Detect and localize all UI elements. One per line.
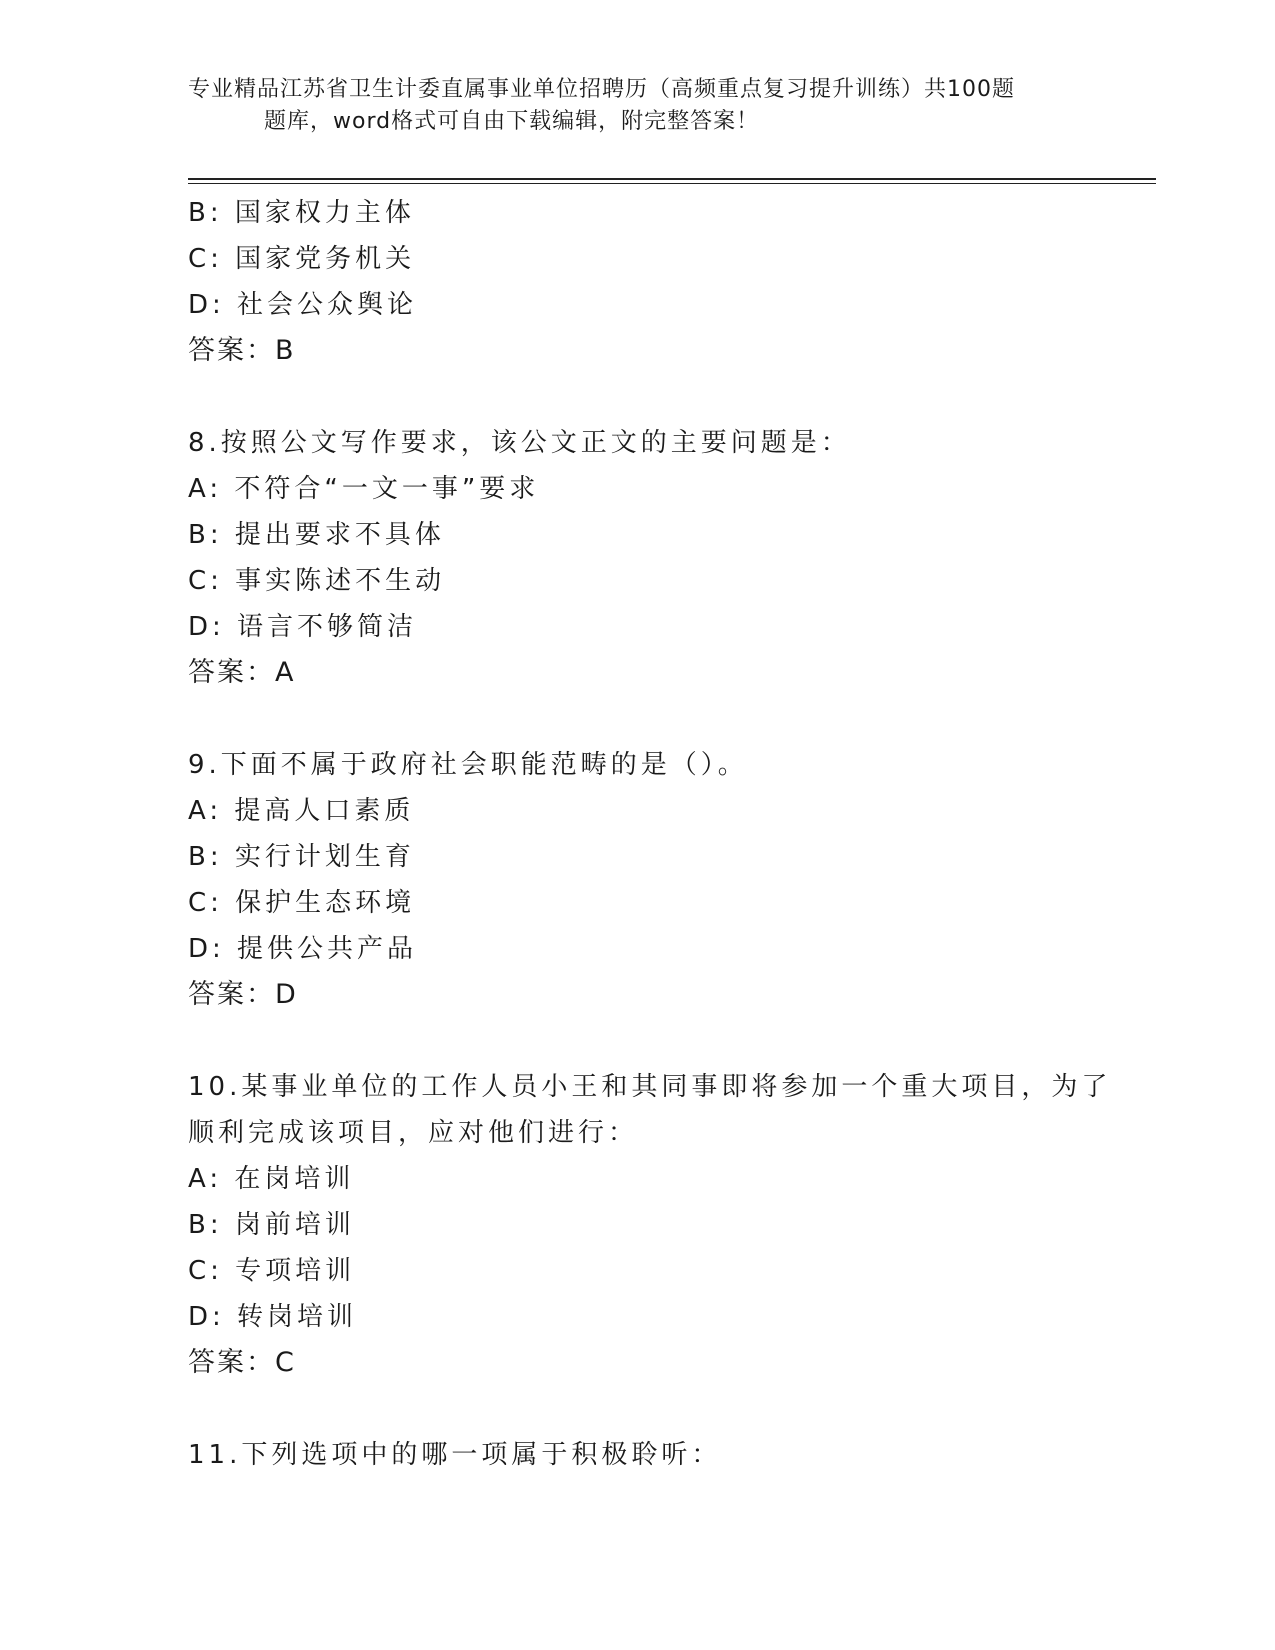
option-b: B: 岗前培训 (188, 1210, 355, 1240)
question-text-line2: 顺利完成该项目，应对他们进行： (188, 1118, 639, 1148)
question-text: 9.下面不属于政府社会职能范畴的是（）。 (188, 750, 748, 780)
document-header (188, 74, 1088, 138)
answer-line: 答案：B (188, 335, 296, 366)
option-d: D: 语言不够简洁 (188, 612, 418, 642)
question-block-11 (188, 1432, 1088, 1478)
option-c: C: 事实陈述不生动 (188, 566, 446, 596)
spacer (188, 1386, 1088, 1432)
question-block-10 (188, 1064, 1112, 1386)
option-c: C: 专项培训 (188, 1256, 356, 1286)
spacer (188, 1018, 1088, 1064)
question-text-line1: 10.某事业单位的工作人员小王和其同事即将参加一个重大项目，为了 (188, 1072, 1112, 1102)
question-text: 11.下列选项中的哪一项属于积极聆听： (188, 1440, 722, 1470)
header-divider-thin (188, 183, 1156, 184)
option-a: A: 提高人口素质 (188, 796, 415, 826)
question-block-8 (188, 420, 1088, 696)
option-a: A: 在岗培训 (188, 1164, 355, 1194)
option-c: C: 保护生态环境 (188, 888, 416, 918)
answer-line: 答案：D (188, 979, 298, 1010)
question-block-prev (188, 190, 1088, 374)
spacer (188, 374, 1088, 420)
option-b: B: 提出要求不具体 (188, 520, 445, 550)
header-title-line1: 专业精品江苏省卫生计委直属事业单位招聘历（高频重点复习提升训练）共100题 (188, 77, 1015, 102)
option-a: A: 不符合“一文一事”要求 (188, 474, 540, 504)
spacer (188, 696, 1088, 742)
header-title-line2: 题库，word格式可自由下载编辑，附完整答案！ (264, 109, 760, 134)
question-list (188, 190, 1112, 1478)
question-text: 8.按照公文写作要求，该公文正文的主要问题是： (188, 428, 851, 458)
option-d: D: 转岗培训 (188, 1302, 358, 1332)
header-divider-thick (188, 178, 1156, 180)
answer-line: 答案：A (188, 657, 296, 688)
answer-line: 答案：C (188, 1347, 296, 1378)
option-d: D: 提供公共产品 (188, 934, 418, 964)
option-d: D: 社会公众舆论 (188, 290, 418, 320)
option-b: B: 国家权力主体 (188, 198, 415, 228)
option-c: C: 国家党务机关 (188, 244, 416, 274)
question-block-9 (188, 742, 1088, 1018)
option-b: B: 实行计划生育 (188, 842, 415, 872)
